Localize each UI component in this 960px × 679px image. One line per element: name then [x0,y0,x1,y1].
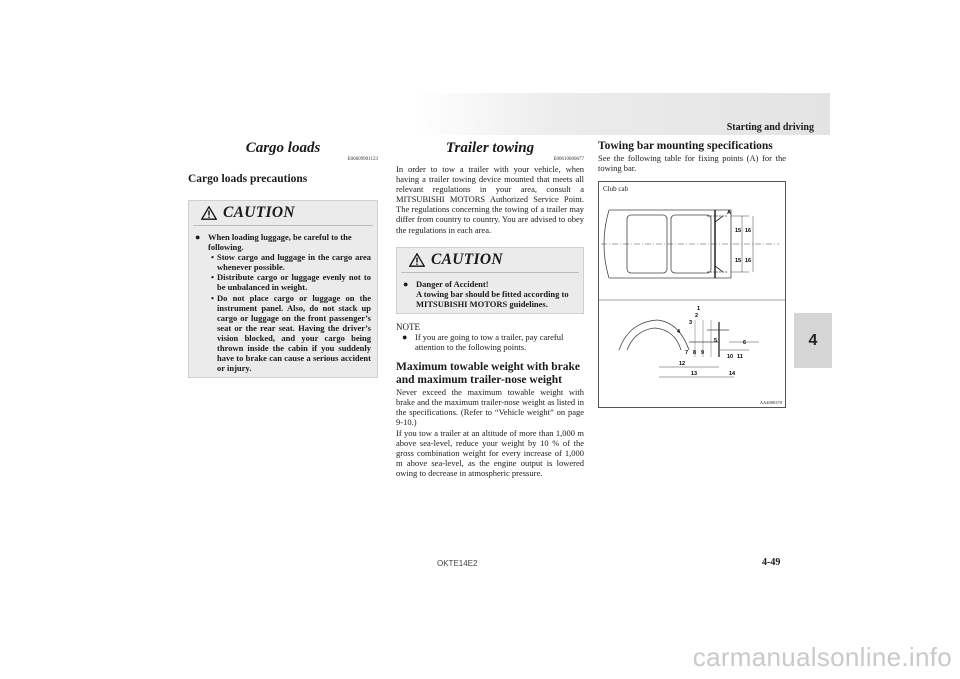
header-section-title: Starting and driving [726,122,814,133]
diagram-label: 7 [685,350,689,357]
page-number: 4-49 [762,557,781,568]
trailer-title: Trailer towing [445,140,535,156]
trailer-caution-box [396,247,584,314]
max-weight-para1: Never exceed the maximum towable weight with brake and the maximum trailer-nose weight as listed in the specifications. (Refer to “Vehicle weight” on page 9-10.) [396,387,584,428]
diagram-label: 8 [693,350,697,357]
cargo-column [188,140,378,378]
note-text: If you are going to tow a trailer, pay careful attention to the following points. [415,331,564,353]
bullet-icon: ● [402,331,408,342]
diagram-label: 16 [745,228,752,235]
warning-icon [201,206,217,220]
diagram-label: 6 [743,340,747,347]
diagram-label: 9 [701,350,705,357]
diagram-label: 15 [735,258,742,265]
bullet-icon: ● [195,232,201,242]
caution-sublist [189,252,377,373]
towing-bar-text: See the following table for fixing points (A) for the towing bar. [598,153,786,174]
cargo-code: E00609901123 [347,157,378,162]
diagram-label: 14 [729,371,736,378]
note-item [396,332,584,352]
cargo-subtitle: Cargo loads precautions [188,173,308,185]
caution-intro [189,232,377,252]
figure-caption: Club cab [603,185,629,194]
diagram-label: 1 [697,306,701,313]
caution-header [401,248,579,273]
top-view [601,210,779,278]
warning-icon [409,253,425,267]
chapter-tab: 4 [794,313,832,368]
footer-doc-code: OKTE14E2 [437,559,478,568]
diagram-label: 11 [737,354,743,361]
side-view [619,320,759,377]
caution-label: CAUTION [223,204,295,221]
list-item-text: Distribute cargo or luggage evenly not to be unbalanced in weight. [217,272,371,293]
diagram-label: 15 [735,228,742,235]
diagram-label: 16 [745,258,752,265]
cargo-title: Cargo loads [245,140,321,156]
diagram-label: 13 [691,371,698,378]
diagram-label: 3 [689,320,693,327]
figure-code: AA4000370 [759,400,782,406]
cargo-caution-box [188,200,378,378]
diagram-label: 2 [695,313,699,320]
trailer-intro: In order to tow a trailer with your vehicle, when having a trailer towing device mounted that meets all relevant regulations in your area, consult a MITSUBISHI MOTORS Authorized Service Point. The regulations concerning the towing of a trailer may differ from country to country. You are advised to obey the regulations in each area. [396,164,584,235]
note-label: NOTE [396,321,420,332]
diagram-label: 5 [714,338,718,345]
watermark: carmanualsonline.info [692,642,952,672]
caution-header [193,201,373,226]
caution-label: CAUTION [431,250,503,268]
towing-bar-column [598,140,786,408]
diagram-label: 4 [677,329,681,336]
list-item: • Stow cargo and luggage in the cargo area whenever possible. [211,252,371,273]
list-item: • Do not place cargo or luggage on the instrument panel. Also, do not stack up cargo or luggage on the front passenger’s seat or the rear seat. Having the driver’s vision blocked, and your cargo being thrown inside the cabin if you suddenly have to brake can cause a serious accident or injury. [211,292,371,374]
towing-bar-heading: Towing bar mounting specifications [598,140,773,152]
diagram-label-a: A [727,210,731,217]
max-weight-para2: If you tow a trailer at an altitude of more than 1,000 m above sea-level, reduce your weight by 10 % of the gross combination weight for every increase of 1,000 m above sea-level, as the engine output is lowered owing to decrease in atmospheric pressure. [396,427,584,478]
caution-intro-text: When loading luggage, be careful to the following. [208,232,352,253]
max-weight-heading: Maximum towable weight with brake and maximum trailer-nose weight [396,361,580,387]
caution-danger-heading: Danger of Accident! [416,278,489,289]
towing-bar-figure [598,181,786,408]
list-item-text: Do not place cargo or luggage on the instrument panel. Also, do not stack up cargo or luggage on the front passenger’s seat or the rear seat. Having the driver’s vision blocked, and your cargo being thrown inside the cabin if you suddenly have to brake can cause a serious accident or injury. [217,292,371,374]
bullet-icon: ● [403,278,409,289]
trailer-column [396,140,584,478]
caution-danger [397,279,583,309]
diagram-label: 10 [727,354,734,361]
list-item: • Distribute cargo or luggage evenly not to be unbalanced in weight. [211,272,371,293]
list-item-text: Stow cargo and luggage in the cargo area whenever possible. [217,252,371,273]
trailer-code: E00610000677 [553,157,584,162]
towing-diagram [599,182,785,407]
caution-danger-text: A towing bar should be fitted according to MITSUBISHI MOTORS guidelines. [416,288,569,309]
diagram-label: 12 [679,361,686,368]
